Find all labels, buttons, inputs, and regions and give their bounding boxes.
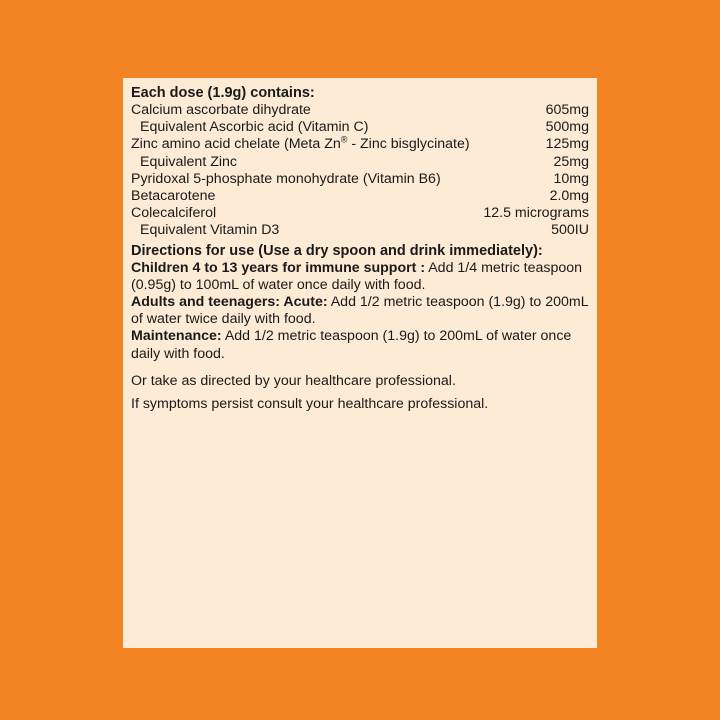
maintenance-label: Maintenance: [131, 328, 222, 345]
adults-text: Add 1/2 metric teaspoon (1.9g) to 200mL of water twice daily with food. [131, 294, 589, 328]
maintenance-text: Add 1/2 metric teaspoon (1.9g) to 200mL of water once daily with food. [131, 328, 572, 362]
registered-mark: ® [340, 134, 348, 145]
ingredient-name: Pyridoxal 5-phosphate monohydrate (Vitamin B6) [131, 170, 441, 187]
ingredient-name-suffix: - Zinc bisglycinate) [347, 136, 470, 153]
children-text: Add 1/4 metric teaspoon (0.95g) to 100mL of water once daily with food. [131, 259, 583, 293]
label-panel [123, 78, 597, 648]
ingredient-amount: 500IU [551, 222, 589, 239]
composition-row [131, 188, 589, 205]
directions-heading: Directions for use (Use a dry spoon and drink immediately): [131, 242, 543, 259]
composition-row [131, 171, 589, 188]
composition-row [131, 154, 589, 171]
directions-adults [131, 294, 589, 328]
composition-heading: Each dose (1.9g) contains: [131, 85, 315, 101]
ingredient-name: Equivalent Vitamin D3 [140, 222, 280, 239]
ingredient-name [131, 136, 470, 153]
ingredient-amount: 125mg [545, 136, 589, 153]
note-healthcare-professional: Or take as directed by your healthcare professional. [131, 372, 456, 389]
ingredient-name: Equivalent Ascorbic acid (Vitamin C) [140, 119, 369, 136]
composition-table [131, 102, 589, 240]
composition-row [131, 222, 589, 239]
ingredient-amount: 25mg [553, 153, 589, 170]
adults-label: Adults and teenagers: Acute: [131, 294, 328, 311]
directions-maintenance [131, 328, 589, 362]
ingredient-amount: 500mg [545, 119, 589, 136]
ingredient-name: Equivalent Zinc [140, 153, 237, 170]
composition-row [131, 102, 589, 119]
children-label: Children 4 to 13 years for immune support : [131, 259, 426, 276]
directions-children [131, 260, 589, 294]
ingredient-name: Betacarotene [131, 188, 216, 205]
ingredient-amount: 2.0mg [549, 188, 589, 205]
note-symptoms-persist: If symptoms persist consult your healthcare professional. [131, 396, 489, 413]
ingredient-name: Colecalciferol [131, 205, 217, 222]
ingredient-amount: 10mg [553, 170, 589, 187]
composition-row [131, 205, 589, 222]
ingredient-amount: 12.5 micrograms [483, 205, 589, 222]
ingredient-amount: 605mg [545, 102, 589, 118]
composition-row [131, 119, 589, 136]
ingredient-name-prefix: Zinc amino acid chelate (Meta Zn [131, 136, 341, 153]
composition-row [131, 136, 589, 153]
ingredient-name: Calcium ascorbate dihydrate [131, 102, 311, 118]
